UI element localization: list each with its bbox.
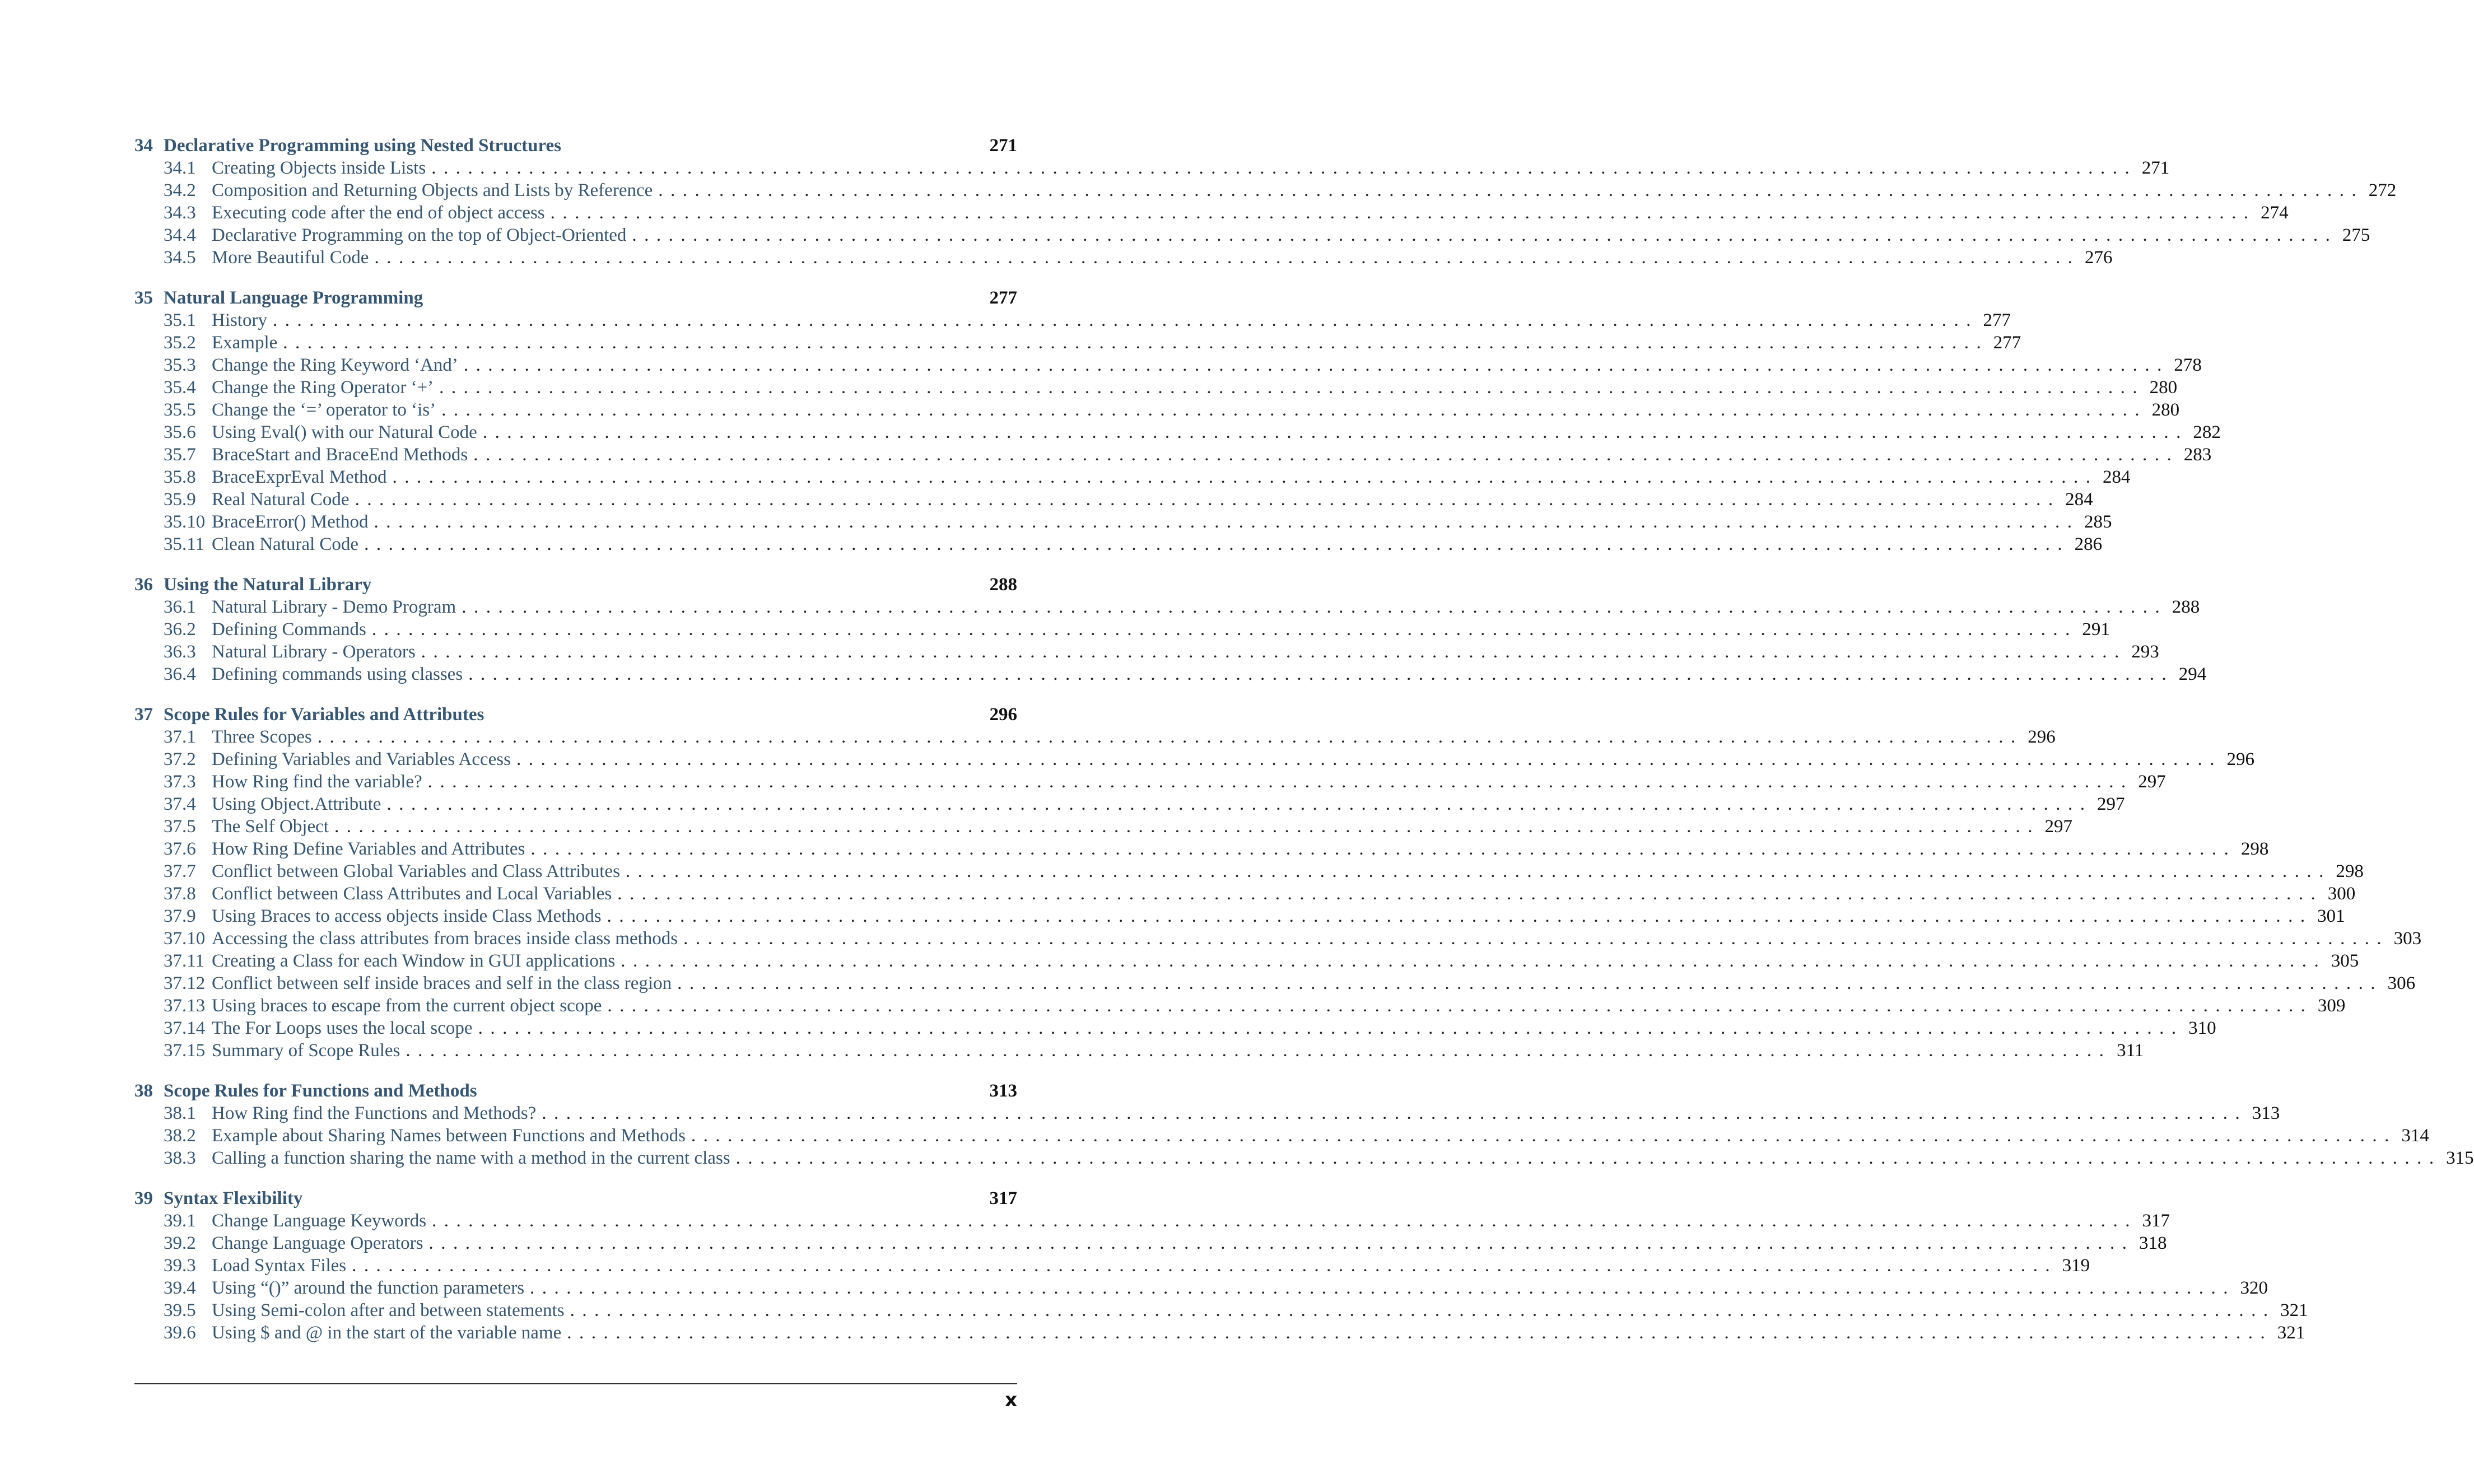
section-page: 311 <box>2117 1040 2144 1061</box>
chapter-page: 313 <box>989 1081 1017 1101</box>
dot-leader: ............................................................................................................................................ <box>406 1040 2112 1061</box>
section-number: 38.1 <box>164 1103 196 1123</box>
section-entry[interactable] <box>134 224 2370 246</box>
dot-leader: ............................................................................................................................................ <box>617 884 2323 904</box>
chapter-title[interactable]: Using the Natural Library <box>164 575 372 595</box>
section-entry[interactable] <box>134 399 2180 421</box>
section-entry[interactable] <box>134 157 2170 179</box>
section-page: 298 <box>2336 861 2364 881</box>
dot-leader: ............................................................................................................................................ <box>334 816 2040 837</box>
section-title[interactable]: Three Scopes <box>212 727 312 747</box>
dot-leader: ............................................................................................................................................ <box>431 158 2137 178</box>
section-number: 36.3 <box>164 642 196 662</box>
section-number: 35.8 <box>164 467 196 487</box>
dot-leader: ............................................................................................................................................ <box>421 642 2127 662</box>
section-number: 37.3 <box>164 772 196 792</box>
section-page: 296 <box>2226 749 2254 769</box>
chapter-title[interactable]: Declarative Programming using Nested Structures <box>164 136 561 156</box>
section-page: 301 <box>2317 906 2345 926</box>
section-entry[interactable] <box>134 1039 2144 1062</box>
section-entry[interactable] <box>134 596 2200 618</box>
section-page: 272 <box>2368 180 2397 200</box>
chapter-number: 37 <box>134 704 153 725</box>
chapter-page: 296 <box>989 704 1017 725</box>
section-entry[interactable] <box>134 488 2093 511</box>
section-title[interactable]: Summary of Scope Rules <box>212 1040 400 1061</box>
section-entry[interactable] <box>134 927 2422 950</box>
section-entry[interactable] <box>134 202 2289 224</box>
section-number: 37.5 <box>164 816 196 837</box>
footer-divider <box>134 1383 1017 1384</box>
section-entry[interactable] <box>134 950 2359 972</box>
section-entry[interactable] <box>134 1322 2305 1344</box>
table-of-contents <box>134 134 2474 1362</box>
section-number: 37.14 <box>164 1018 206 1038</box>
chapter-title[interactable]: Scope Rules for Variables and Attributes <box>164 704 484 725</box>
section-entry[interactable] <box>134 641 2159 663</box>
section-number: 39.6 <box>164 1323 196 1343</box>
dot-leader: ............................................................................................................................................ <box>735 1148 2442 1168</box>
section-number: 35.1 <box>164 310 196 330</box>
section-entry[interactable] <box>134 748 2254 771</box>
chapter-page: 317 <box>989 1188 1017 1208</box>
section-page: 310 <box>2188 1018 2216 1038</box>
section-number: 34.1 <box>164 158 196 178</box>
section-number: 37.13 <box>164 996 206 1016</box>
section-title[interactable]: Accessing the class attributes from braces inside class methods <box>212 928 678 949</box>
dot-leader: ............................................................................................................................................ <box>428 1233 2135 1253</box>
section-entry[interactable] <box>134 815 2072 838</box>
section-entry[interactable] <box>134 1147 2474 1169</box>
section-title[interactable]: Executing code after the end of object access <box>212 203 545 223</box>
section-title[interactable]: Calling a function sharing the name with a method in the current class <box>212 1148 730 1168</box>
section-title[interactable]: How Ring Define Variables and Attributes <box>212 839 525 859</box>
section-title[interactable]: Using braces to escape from the current object scope <box>212 996 602 1016</box>
section-number: 39.4 <box>164 1278 196 1298</box>
section-entry[interactable] <box>134 1017 2216 1039</box>
section-number: 36.4 <box>164 664 196 684</box>
chapter-page: 271 <box>989 136 1017 156</box>
dot-leader: ............................................................................................................................................ <box>355 489 2061 510</box>
dot-leader: ............................................................................................................................................ <box>530 1278 2236 1298</box>
dot-leader: ............................................................................................................................................ <box>607 996 2313 1016</box>
section-title[interactable]: Change Language Operators <box>212 1233 423 1253</box>
section-number: 38.3 <box>164 1148 196 1168</box>
section-title[interactable]: More Beautiful Code <box>212 248 369 268</box>
section-page: 283 <box>2183 445 2212 465</box>
chapter-title[interactable]: Natural Language Programming <box>164 288 423 308</box>
section-page: 271 <box>2141 158 2170 178</box>
section-page: 274 <box>2261 203 2289 223</box>
dot-leader: ............................................................................................................................................ <box>482 422 2188 442</box>
section-title[interactable]: Change the ‘=’ operator to ‘is’ <box>212 400 436 420</box>
dot-leader: ............................................................................................................................................ <box>463 355 2169 375</box>
section-entry[interactable] <box>134 1277 2268 1299</box>
section-title[interactable]: Real Natural Code <box>212 489 350 510</box>
section-title[interactable]: Clean Natural Code <box>212 534 359 554</box>
dot-leader: ............................................................................................................................................ <box>567 1323 2273 1343</box>
section-title[interactable]: Defining commands using classes <box>212 664 463 684</box>
chapter-page: 288 <box>989 575 1017 595</box>
dot-leader: ............................................................................................................................................ <box>570 1300 2276 1320</box>
section-number: 34.3 <box>164 203 196 223</box>
section-number: 35.11 <box>164 534 205 554</box>
section-entry[interactable] <box>134 1299 2308 1322</box>
dot-leader: ............................................................................................................................................ <box>691 1126 2397 1146</box>
dot-leader: ............................................................................................................................................ <box>317 727 2023 747</box>
chapter-entry[interactable] <box>134 1080 1017 1102</box>
section-number: 35.2 <box>164 333 196 353</box>
section-title[interactable]: Composition and Returning Objects and Lists by Reference <box>212 180 653 200</box>
section-title[interactable]: Conflict between Class Attributes and Local Variables <box>212 884 612 904</box>
toc-chapter-39 <box>134 1187 2308 1344</box>
section-number: 37.11 <box>164 951 205 971</box>
dot-leader: ............................................................................................................................................ <box>441 400 2147 420</box>
chapter-number: 38 <box>134 1081 153 1101</box>
dot-leader: ............................................................................................................................................ <box>386 794 2093 814</box>
dot-leader: ............................................................................................................................................ <box>658 180 2364 200</box>
chapter-number: 34 <box>134 136 153 156</box>
section-number: 37.1 <box>164 727 196 747</box>
dot-leader: ............................................................................................................................................ <box>374 512 2080 532</box>
section-number: 34.4 <box>164 225 196 245</box>
chapter-entry[interactable] <box>134 573 1017 596</box>
section-entry[interactable] <box>134 972 2416 995</box>
section-entry[interactable] <box>134 466 2131 488</box>
section-title[interactable]: How Ring find the Functions and Methods? <box>212 1103 537 1123</box>
chapter-number: 39 <box>134 1188 153 1208</box>
chapter-entry[interactable] <box>134 1187 1017 1210</box>
section-page: 296 <box>2028 727 2056 747</box>
section-entry[interactable] <box>134 618 2110 641</box>
dot-leader: ............................................................................................................................................ <box>607 906 2313 926</box>
dot-leader: ............................................................................................................................................ <box>374 248 2080 268</box>
section-title[interactable]: Conflict between self inside braces and self in the class region <box>212 973 672 993</box>
chapter-entry[interactable] <box>134 287 1017 309</box>
section-title[interactable]: BraceExprEval Method <box>212 467 387 487</box>
dot-leader: ............................................................................................................................................ <box>516 749 2222 769</box>
section-number: 37.9 <box>164 906 196 926</box>
section-page: 284 <box>2065 489 2093 510</box>
section-number: 34.5 <box>164 248 196 268</box>
section-entry[interactable] <box>134 771 2166 793</box>
toc-chapter-36 <box>134 573 2207 685</box>
chapter-number: 35 <box>134 288 153 308</box>
section-title[interactable]: Defining Variables and Variables Access <box>212 749 511 769</box>
section-page: 317 <box>2142 1211 2170 1231</box>
section-number: 35.9 <box>164 489 196 510</box>
toc-chapter-38 <box>134 1080 2474 1169</box>
section-title[interactable]: Change Language Keywords <box>212 1211 427 1231</box>
section-page: 318 <box>2139 1233 2167 1253</box>
section-entry[interactable] <box>134 838 2269 860</box>
chapter-title[interactable]: Scope Rules for Functions and Methods <box>164 1081 477 1101</box>
dot-leader: ............................................................................................................................................ <box>273 310 1978 330</box>
section-number: 37.8 <box>164 884 196 904</box>
section-entry[interactable] <box>134 995 2346 1017</box>
section-entry[interactable] <box>134 421 2221 444</box>
dot-leader: ............................................................................................................................................ <box>364 534 2070 554</box>
section-entry[interactable] <box>134 246 2113 269</box>
section-title[interactable]: Natural Library - Operators <box>212 642 416 662</box>
section-title[interactable]: Using Object.Attribute <box>212 794 381 814</box>
section-page: 284 <box>2102 467 2131 487</box>
section-title[interactable]: The For Loops uses the local scope <box>212 1018 473 1038</box>
section-number: 39.2 <box>164 1233 196 1253</box>
section-title[interactable]: Creating Objects inside Lists <box>212 158 426 178</box>
dot-leader: ............................................................................................................................................ <box>632 225 2338 245</box>
section-number: 39.5 <box>164 1300 196 1320</box>
dot-leader: ............................................................................................................................................ <box>371 619 2077 640</box>
section-title[interactable]: Using Semi-colon after and between statements <box>212 1300 565 1320</box>
section-page: 277 <box>1993 333 2021 353</box>
dot-leader: ............................................................................................................................................ <box>392 467 2098 487</box>
section-title[interactable]: Example <box>212 333 278 353</box>
section-page: 305 <box>2331 951 2359 971</box>
dot-leader: ............................................................................................................................................ <box>478 1018 2184 1038</box>
section-entry[interactable] <box>134 354 2202 376</box>
section-number: 38.2 <box>164 1126 196 1146</box>
section-title[interactable]: Change the Ring Operator ‘+’ <box>212 377 434 398</box>
section-entry[interactable] <box>134 309 2011 332</box>
section-page: 280 <box>2151 400 2180 420</box>
section-number: 34.2 <box>164 180 196 200</box>
section-page: 297 <box>2138 772 2166 792</box>
section-page: 285 <box>2084 512 2112 532</box>
section-entry[interactable] <box>134 533 2103 556</box>
section-number: 35.4 <box>164 377 196 398</box>
section-number: 37.7 <box>164 861 196 881</box>
dot-leader: ............................................................................................................................................ <box>677 973 2383 993</box>
section-entry[interactable] <box>134 860 2364 883</box>
section-entry[interactable] <box>134 511 2112 533</box>
section-title[interactable]: Defining Commands <box>212 619 366 640</box>
section-number: 37.2 <box>164 749 196 769</box>
dot-leader: ............................................................................................................................................ <box>625 861 2331 881</box>
section-page: 291 <box>2082 619 2110 640</box>
section-page: 315 <box>2446 1148 2474 1168</box>
section-number: 37.12 <box>164 973 206 993</box>
section-page: 297 <box>2096 794 2125 814</box>
chapter-entry[interactable] <box>134 703 1017 726</box>
section-entry[interactable] <box>134 1102 2280 1124</box>
section-page: 321 <box>2277 1323 2305 1343</box>
page-number: x <box>1005 1389 1017 1411</box>
section-title[interactable]: BraceStart and BraceEnd Methods <box>212 445 468 465</box>
section-number: 35.5 <box>164 400 196 420</box>
section-number: 35.10 <box>164 512 206 532</box>
section-title[interactable]: Natural Library - Demo Program <box>212 597 456 617</box>
section-page: 313 <box>2252 1103 2280 1123</box>
section-entry[interactable] <box>134 332 2021 354</box>
dot-leader: ............................................................................................................................................ <box>473 445 2179 465</box>
section-number: 37.6 <box>164 839 196 859</box>
section-page: 288 <box>2172 597 2200 617</box>
dot-leader: ............................................................................................................................................ <box>683 928 2389 949</box>
section-title[interactable]: Using “()” around the function parameters <box>212 1278 525 1298</box>
toc-chapter-34 <box>134 134 2397 269</box>
section-entry[interactable] <box>134 726 2056 748</box>
section-number: 39.3 <box>164 1256 196 1276</box>
dot-leader: ............................................................................................................................................ <box>462 597 2168 617</box>
section-number: 35.3 <box>164 355 196 375</box>
section-page: 298 <box>2240 839 2269 859</box>
section-title[interactable]: Using Braces to access objects inside Class Methods <box>212 906 602 926</box>
chapter-title[interactable]: Syntax Flexibility <box>164 1188 303 1208</box>
dot-leader: ............................................................................................................................................ <box>352 1256 2058 1276</box>
section-page: 303 <box>2393 928 2422 949</box>
toc-chapter-37 <box>134 703 2422 1062</box>
section-entry[interactable] <box>134 1124 2429 1147</box>
dot-leader: ............................................................................................................................................ <box>550 203 2256 223</box>
section-entry[interactable] <box>134 883 2356 905</box>
chapter-page: 277 <box>989 288 1017 308</box>
section-title[interactable]: Example about Sharing Names between Functions and Methods <box>212 1126 686 1146</box>
section-page: 278 <box>2174 355 2202 375</box>
dot-leader: ............................................................................................................................................ <box>542 1103 2248 1123</box>
section-entry[interactable] <box>134 905 2345 927</box>
section-title[interactable]: Using $ and @ in the start of the variable name <box>212 1323 562 1343</box>
section-title[interactable]: History <box>212 310 267 330</box>
section-entry[interactable] <box>134 1254 2090 1277</box>
section-number: 37.15 <box>164 1040 206 1061</box>
section-title[interactable]: Conflict between Global Variables and Class Attributes <box>212 861 620 881</box>
section-number: 37.10 <box>164 928 206 949</box>
section-entry[interactable] <box>134 444 2212 466</box>
section-page: 320 <box>2240 1278 2268 1298</box>
dot-leader: ............................................................................................................................................ <box>621 951 2327 971</box>
section-entry[interactable] <box>134 1232 2167 1254</box>
section-entry[interactable] <box>134 376 2178 399</box>
section-title[interactable]: Load Syntax Files <box>212 1256 347 1276</box>
section-page: 276 <box>2084 248 2113 268</box>
section-page: 286 <box>2074 534 2103 554</box>
section-page: 309 <box>2317 996 2346 1016</box>
section-page: 277 <box>1983 310 2011 330</box>
section-page: 321 <box>2280 1300 2308 1320</box>
dot-leader: ............................................................................................................................................ <box>427 772 2133 792</box>
section-entry[interactable] <box>134 663 2207 685</box>
section-page: 306 <box>2387 973 2416 993</box>
section-entry[interactable] <box>134 793 2125 815</box>
section-page: 294 <box>2178 664 2207 684</box>
section-number: 35.7 <box>164 445 196 465</box>
section-title[interactable]: BraceError() Method <box>212 512 369 532</box>
section-entry[interactable] <box>134 1210 2170 1232</box>
section-page: 300 <box>2327 884 2356 904</box>
section-page: 314 <box>2401 1126 2429 1146</box>
section-page: 319 <box>2062 1256 2090 1276</box>
dot-leader: ............................................................................................................................................ <box>439 377 2145 398</box>
section-page: 293 <box>2131 642 2159 662</box>
section-number: 36.2 <box>164 619 196 640</box>
dot-leader: ............................................................................................................................................ <box>283 333 1989 353</box>
section-title[interactable]: Change the Ring Keyword ‘And’ <box>212 355 458 375</box>
section-page: 282 <box>2193 422 2221 442</box>
section-number: 35.6 <box>164 422 196 442</box>
section-title[interactable]: How Ring find the variable? <box>212 772 422 792</box>
dot-leader: ............................................................................................................................................ <box>468 664 2174 684</box>
section-page: 280 <box>2149 377 2178 398</box>
section-title[interactable]: Creating a Class for each Window in GUI applications <box>212 951 616 971</box>
toc-chapter-35 <box>134 287 2221 556</box>
section-title[interactable]: The Self Object <box>212 816 329 837</box>
chapter-number: 36 <box>134 575 153 595</box>
section-title[interactable]: Declarative Programming on the top of Object-Oriented <box>212 225 627 245</box>
chapter-entry[interactable] <box>134 134 1017 157</box>
dot-leader: ............................................................................................................................................ <box>432 1211 2138 1231</box>
section-page: 297 <box>2044 816 2072 837</box>
dot-leader: ............................................................................................................................................ <box>530 839 2237 859</box>
section-number: 36.1 <box>164 597 196 617</box>
section-page: 275 <box>2342 225 2370 245</box>
section-title[interactable]: Using Eval() with our Natural Code <box>212 422 477 442</box>
section-number: 37.4 <box>164 794 196 814</box>
section-entry[interactable] <box>134 179 2397 202</box>
section-number: 39.1 <box>164 1211 196 1231</box>
